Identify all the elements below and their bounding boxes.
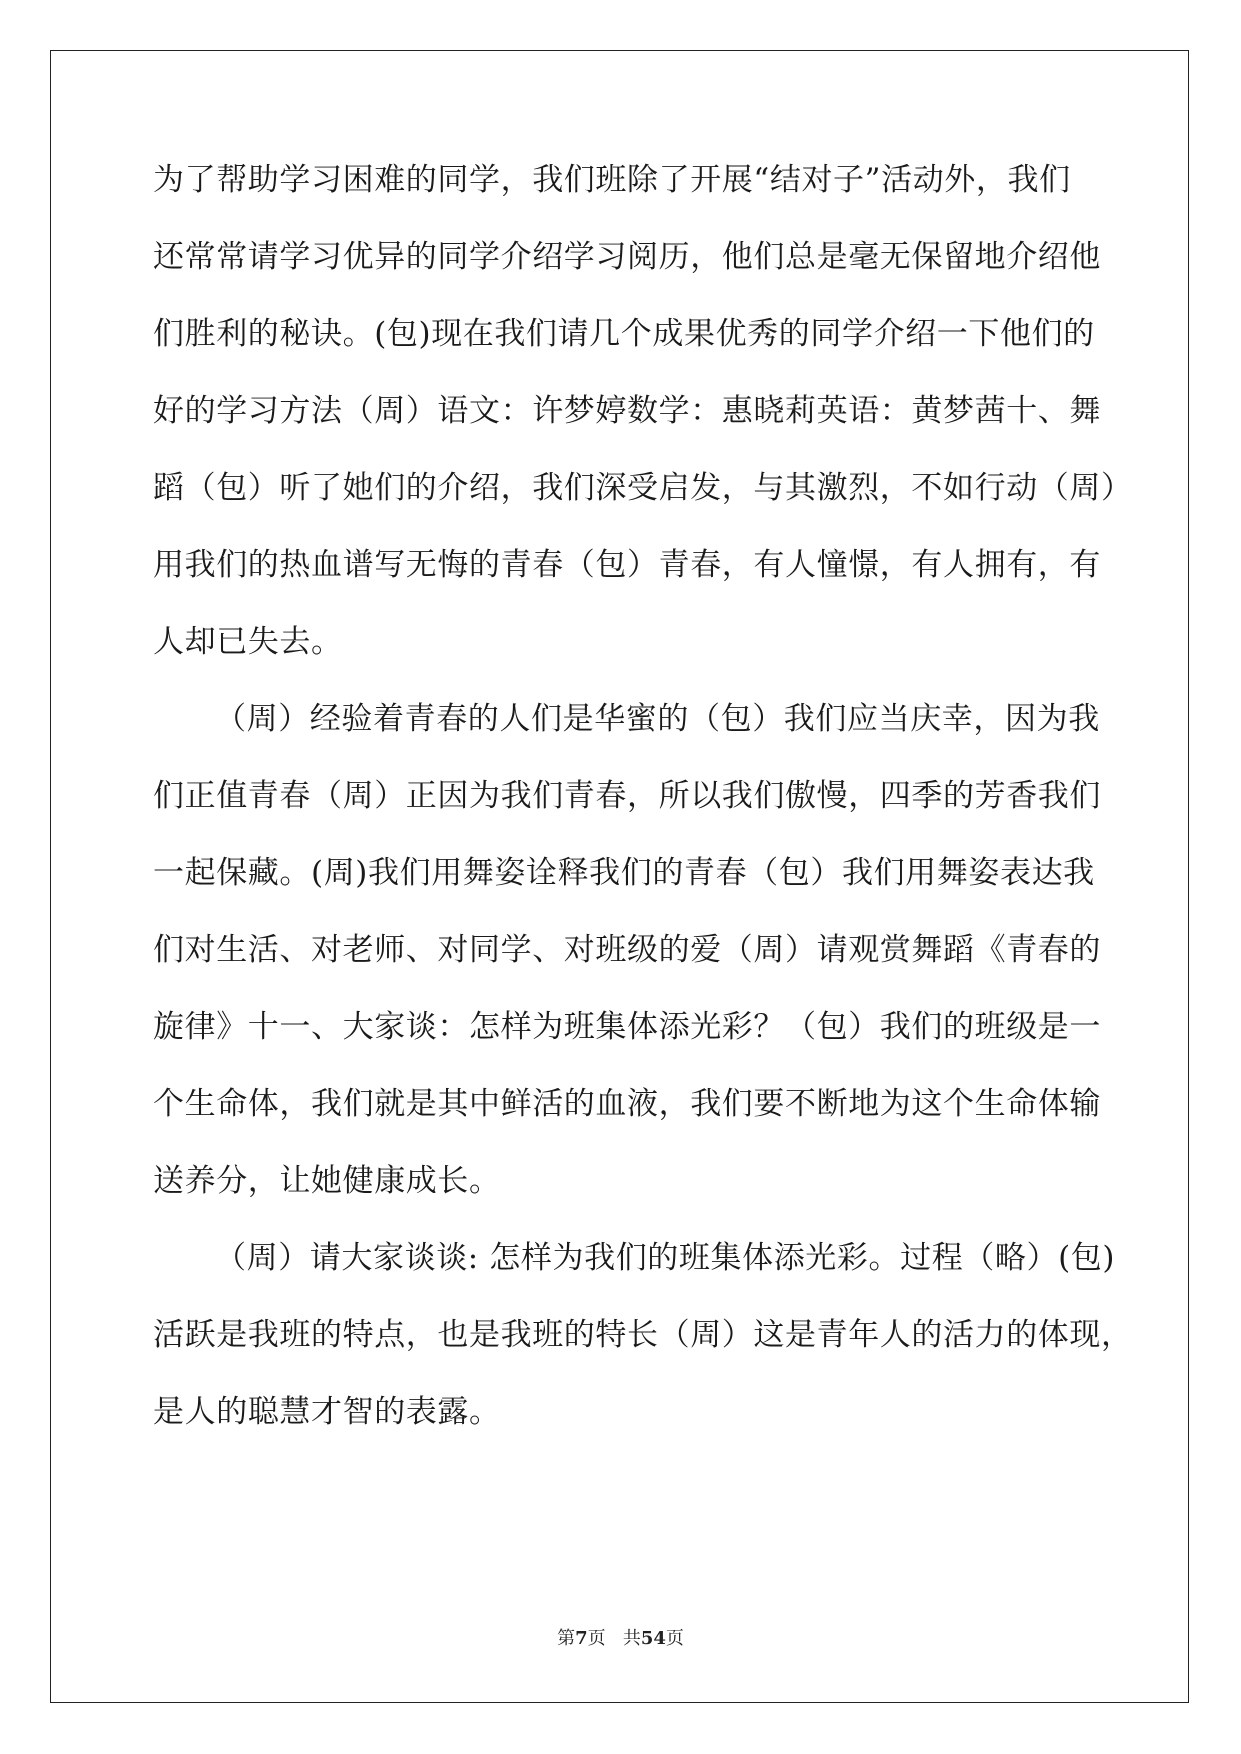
text-line: 们对生活、对老师、对同学、对班级的爱（周）请观赏舞蹈《青春的 [153, 932, 1101, 968]
text-line: 用我们的热血谱写无悔的青春（包）青春，有人憧憬，有人拥有，有 [153, 547, 1101, 583]
text-line: 为了帮助学习困难的同学，我们班除了开展“结对子”活动外，我们 [153, 162, 1071, 198]
text-line: 活跃是我班的特点，也是我班的特长（周）这是青年人的活力的体现， [153, 1317, 1133, 1353]
text-line: （周）请大家谈谈: 怎样为我们的班集体添光彩。过程（略）(包) [215, 1240, 1116, 1276]
text-line: 蹈（包）听了她们的介绍，我们深受启发，与其激烈，不如行动（周） [153, 470, 1133, 506]
total-suffix: 页 [665, 1628, 684, 1649]
text-line: 一起保藏。(周)我们用舞姿诠释我们的青春（包）我们用舞姿表达我 [153, 855, 1095, 891]
total-prefix: 共 [622, 1628, 641, 1649]
text-line: 们胜利的秘诀。(包)现在我们请几个成果优秀的同学介绍一下他们的 [153, 316, 1095, 352]
text-line: 还常常请学习优异的同学介绍学习阅历，他们总是毫无保留地介绍他 [153, 239, 1101, 275]
page-number: 7 [575, 1628, 588, 1649]
text-line: 好的学习方法（周）语文：许梦婷数学：惠晓莉英语：黄梦茜十、舞 [153, 393, 1101, 429]
text-line: 是人的聪慧才智的表露。 [153, 1394, 501, 1430]
page-prefix: 第 [557, 1628, 576, 1649]
text-line: 送养分，让她健康成长。 [153, 1163, 501, 1199]
total-pages: 54 [640, 1628, 666, 1649]
text-line: 人却已失去。 [153, 624, 343, 660]
text-line: 个生命体，我们就是其中鲜活的血液，我们要不断地为这个生命体输 [153, 1086, 1101, 1122]
page-suffix: 页 [587, 1628, 606, 1649]
text-line: 旋律》十一、大家谈：怎样为班集体添光彩？（包）我们的班级是一 [153, 1009, 1101, 1045]
text-line: 们正值青春（周）正因为我们青春，所以我们傲慢，四季的芳香我们 [153, 778, 1101, 814]
page-footer [0, 1627, 1241, 1651]
text-line: （周）经验着青春的人们是华蜜的（包）我们应当庆幸，因为我 [215, 701, 1100, 737]
